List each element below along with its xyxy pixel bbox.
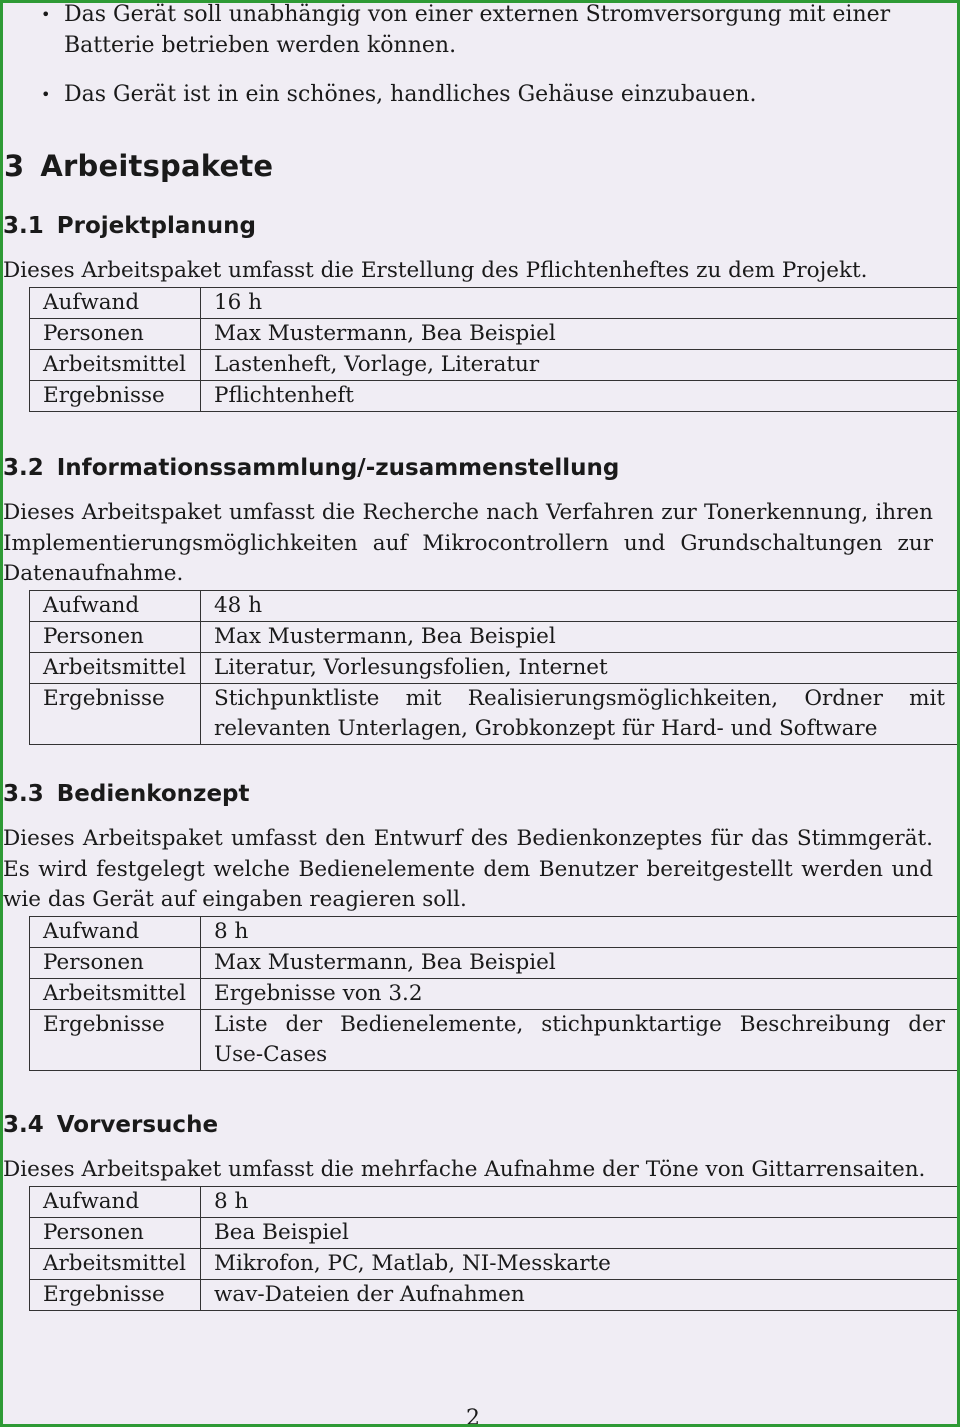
work-package-table — [29, 916, 959, 1071]
table-row — [30, 916, 959, 947]
section-heading — [3, 780, 933, 808]
row-key: Aufwand — [30, 287, 201, 318]
table-row — [30, 349, 959, 380]
section-title: Vorversuche — [56, 1112, 219, 1138]
row-key: Aufwand — [30, 1186, 201, 1217]
work-package-table — [29, 287, 959, 412]
table-row — [30, 947, 959, 978]
row-value: 48 h — [201, 590, 959, 621]
section-number: 3.2 — [3, 455, 44, 481]
table-row — [30, 652, 959, 683]
row-value: Max Mustermann, Bea Beispiel — [201, 947, 959, 978]
table-row — [30, 380, 959, 411]
bullet-text: Das Gerät soll unabhängig von einer externen Stromversorgung mit einer Batterie betrieben werden können. — [64, 2, 891, 58]
row-key: Ergebnisse — [30, 380, 201, 411]
table-row — [30, 1248, 959, 1279]
work-package-table — [29, 590, 959, 745]
section-projektplanung — [3, 212, 933, 412]
section-heading — [3, 212, 933, 240]
bullet-icon: • — [41, 5, 51, 24]
table-row — [30, 1217, 959, 1248]
row-value: Max Mustermann, Bea Beispiel — [201, 621, 959, 652]
row-key: Arbeitsmittel — [30, 349, 201, 380]
table-row — [30, 287, 959, 318]
row-key: Personen — [30, 1217, 201, 1248]
section-description: Dieses Arbeitspaket umfasst die Erstellung des Pflichtenheftes zu dem Projekt. — [3, 258, 868, 283]
requirements-bullet-list — [3, 0, 943, 130]
row-key: Arbeitsmittel — [30, 978, 201, 1009]
row-key: Personen — [30, 947, 201, 978]
bullet-text: Das Gerät ist in ein schönes, handliches Gehäuse einzubauen. — [64, 82, 757, 107]
chapter-number: 3 — [4, 149, 25, 183]
table-row — [30, 683, 959, 744]
row-value: Pflichtenheft — [201, 380, 959, 411]
work-package-table — [29, 1186, 959, 1311]
chapter-heading — [4, 149, 273, 183]
table-row — [30, 318, 959, 349]
row-key: Personen — [30, 318, 201, 349]
row-key: Aufwand — [30, 590, 201, 621]
bullet-item — [3, 80, 943, 111]
section-informationssammlung — [3, 454, 945, 745]
section-vorversuche — [3, 1111, 933, 1311]
row-value: 16 h — [201, 287, 959, 318]
row-key: Ergebnisse — [30, 1279, 201, 1310]
table-row — [30, 1279, 959, 1310]
row-value: Bea Beispiel — [201, 1217, 959, 1248]
row-value: Literatur, Vorlesungsfolien, Internet — [201, 652, 959, 683]
section-title: Bedienkonzept — [56, 781, 250, 807]
section-title: Informationssammlung/-zusammenstellung — [56, 455, 620, 481]
table-row — [30, 590, 959, 621]
row-value: Liste der Bedienelemente, stichpunktartige Beschreibung der Use-Cases — [201, 1009, 959, 1070]
section-number: 3.1 — [3, 213, 44, 239]
row-value: wav-Dateien der Aufnahmen — [201, 1279, 959, 1310]
table-row — [30, 621, 959, 652]
row-value: Max Mustermann, Bea Beispiel — [201, 318, 959, 349]
page-number: 2 — [466, 1406, 480, 1427]
table-row — [30, 1186, 959, 1217]
row-key: Ergebnisse — [30, 1009, 201, 1070]
row-key: Ergebnisse — [30, 683, 201, 744]
section-number: 3.3 — [3, 781, 44, 807]
row-key: Aufwand — [30, 916, 201, 947]
section-heading — [3, 454, 933, 482]
row-value: Ergebnisse von 3.2 — [201, 978, 959, 1009]
section-title: Projektplanung — [56, 213, 256, 239]
row-value: 8 h — [201, 1186, 959, 1217]
section-bedienkonzept — [3, 780, 945, 1071]
row-value: Mikrofon, PC, Matlab, NI-Messkarte — [201, 1248, 959, 1279]
section-description: Dieses Arbeitspaket umfasst die Recherche nach Verfahren zur Tonerkennung, ihren Implementierungsmöglichkeiten auf Mikrocontrollern und Grundschaltungen zur Datenaufnahme. — [3, 500, 933, 586]
row-key: Personen — [30, 621, 201, 652]
section-number: 3.4 — [3, 1112, 44, 1138]
row-key: Arbeitsmittel — [30, 652, 201, 683]
section-description: Dieses Arbeitspaket umfasst den Entwurf des Bedienkonzeptes für das Stimmgerät. Es wird festgelegt welche Bedienelemente dem Benutzer bereitgestellt werden und wie das Gerät auf eingaben reagieren soll. — [3, 826, 933, 912]
row-value: Stichpunktliste mit Realisierungsmöglichkeiten, Ordner mit relevanten Unterlagen, Grobkonzept für Hard- und Software — [201, 683, 959, 744]
section-heading — [3, 1111, 933, 1139]
section-description: Dieses Arbeitspaket umfasst die mehrfache Aufnahme der Töne von Gittarrensaiten. — [3, 1157, 926, 1182]
chapter-title: Arbeitspakete — [40, 149, 274, 183]
row-value: Lastenheft, Vorlage, Literatur — [201, 349, 959, 380]
bullet-icon: • — [41, 85, 51, 104]
table-row — [30, 1009, 959, 1070]
bullet-item — [3, 0, 943, 61]
table-row — [30, 978, 959, 1009]
row-key: Arbeitsmittel — [30, 1248, 201, 1279]
row-value: 8 h — [201, 916, 959, 947]
